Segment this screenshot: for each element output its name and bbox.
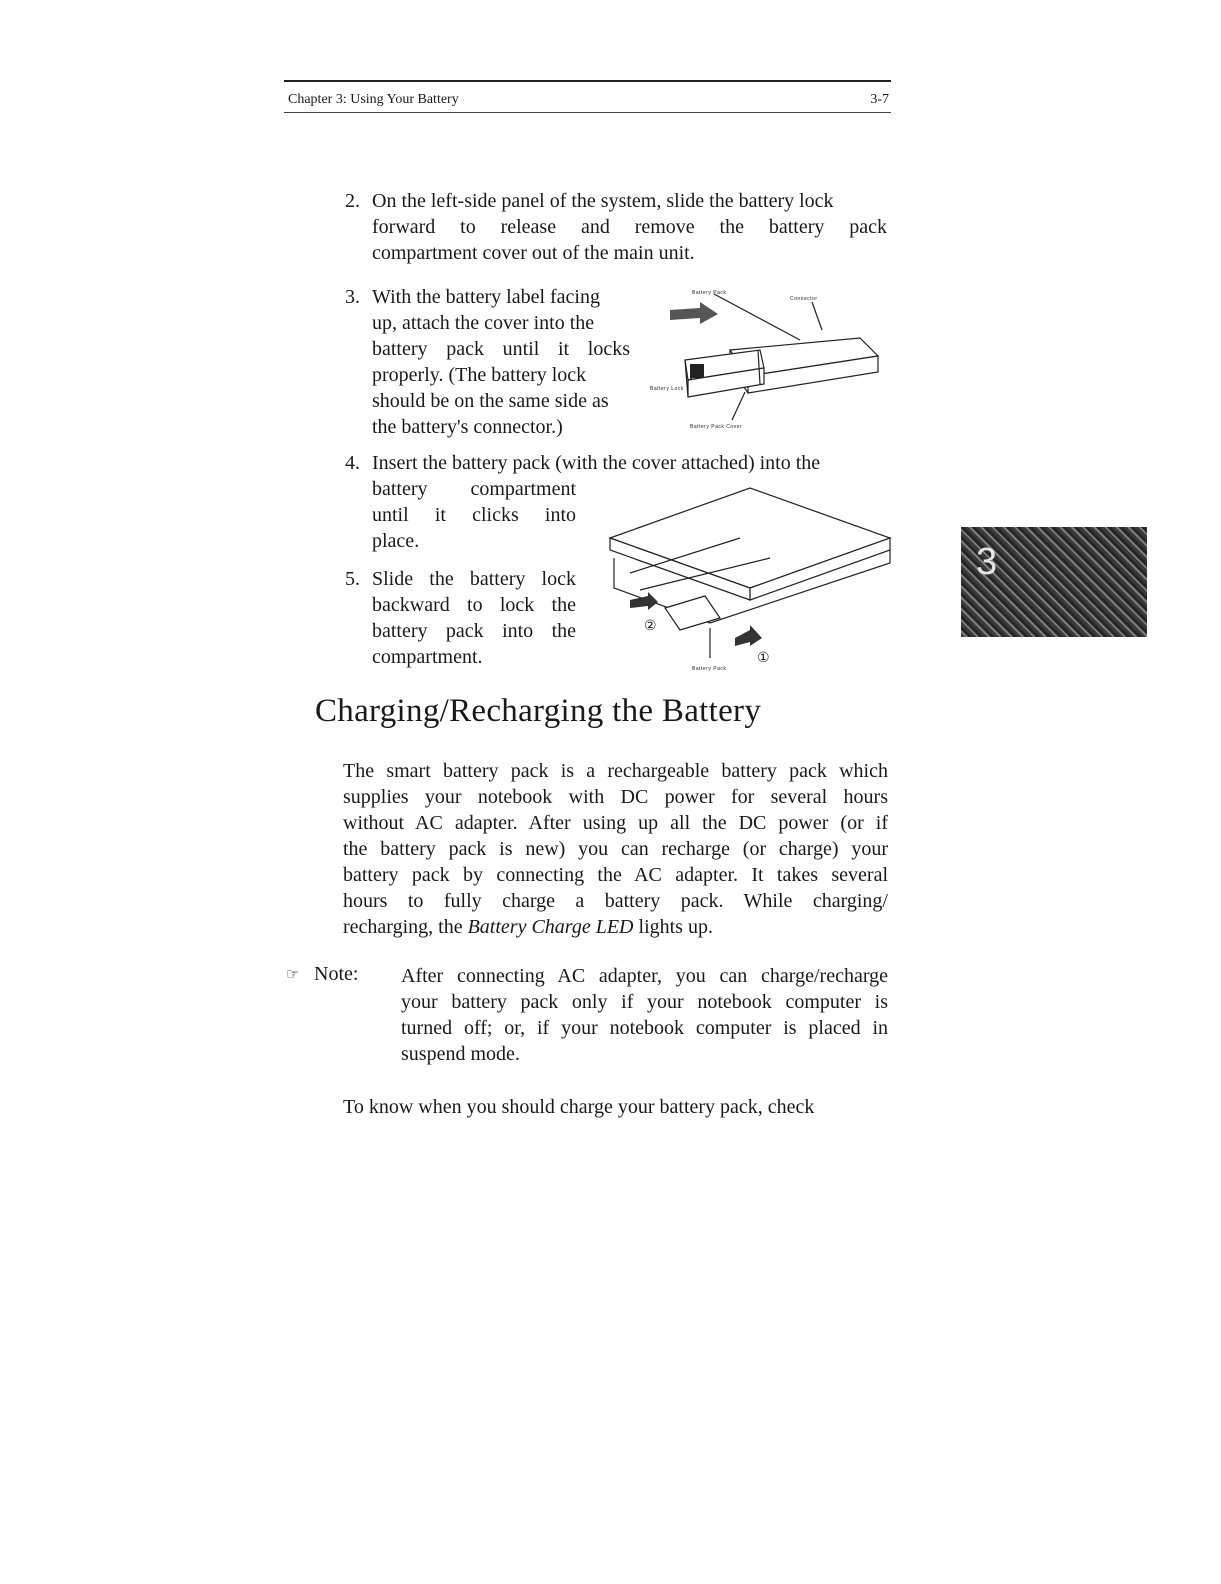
paragraph-line: supplies your notebook with DC power for several hours xyxy=(343,786,888,808)
paragraph-line: without AC adapter. After using up all the DC power (or if xyxy=(343,812,888,834)
right-arrow-icon xyxy=(735,625,762,646)
step-number: 2. xyxy=(345,190,360,212)
slide-arrow-icon xyxy=(670,302,718,324)
step-line: backward to lock the xyxy=(372,594,576,616)
step-line: battery pack into the xyxy=(372,620,576,642)
step-line: battery compartment xyxy=(372,478,576,500)
step-line: forward to release and remove the battery pack xyxy=(372,216,887,238)
led-name: Battery Charge LED xyxy=(467,916,634,938)
step-line: until it clicks into xyxy=(372,504,576,526)
chapter-tab xyxy=(961,527,1147,637)
step-line: compartment cover out of the main unit. xyxy=(372,242,695,264)
left-arrow-icon xyxy=(630,592,658,610)
continuation-line: To know when you should charge your battery pack, check xyxy=(343,1096,815,1118)
page-number: 3-7 xyxy=(870,92,889,107)
step-line: battery pack until it locks xyxy=(372,338,630,360)
note-label: Note: xyxy=(314,963,359,985)
step-marker: ② xyxy=(644,619,657,634)
battery-lock-icon xyxy=(690,364,704,378)
step-line: should be on the same side as xyxy=(372,390,609,412)
figure-label: Battery Pack Cover xyxy=(690,424,743,430)
step-line: up, attach the cover into the xyxy=(372,312,595,334)
note-line: After connecting AC adapter, you can charge/recharge xyxy=(401,965,888,987)
step-3 xyxy=(345,284,630,440)
section-paragraph xyxy=(343,758,888,940)
step-number: 5. xyxy=(345,568,360,590)
step-number: 3. xyxy=(345,286,360,308)
section-heading: Charging/Recharging the Battery xyxy=(315,693,762,729)
page-header xyxy=(284,80,891,113)
step-2 xyxy=(345,188,887,266)
step-line: the battery's connector.) xyxy=(372,416,563,438)
figure-label: Battery Pack xyxy=(692,290,727,296)
step-line: On the left-side panel of the system, slide the battery lock xyxy=(372,190,834,212)
figure-label: Connector xyxy=(790,296,818,302)
paragraph-line: the battery pack is new) you can recharge (or charge) your xyxy=(343,838,888,860)
step-5 xyxy=(345,566,576,670)
step-line: Insert the battery pack (with the cover attached) into the xyxy=(372,452,821,474)
figure-label: Battery Lock xyxy=(650,386,684,392)
chapter-tab-number: 3 xyxy=(976,541,998,583)
step-line: Slide the battery lock xyxy=(372,568,576,590)
notebook-battery-figure xyxy=(600,478,905,678)
figure-label: Battery Pack xyxy=(692,666,727,672)
note-line: suspend mode. xyxy=(401,1043,520,1065)
step-line: properly. (The battery lock xyxy=(372,364,587,386)
step-line: compartment. xyxy=(372,646,483,668)
note-text xyxy=(401,963,888,1067)
step-line: place. xyxy=(372,530,420,552)
note-line: your battery pack only if your notebook computer is xyxy=(401,991,888,1013)
battery-cover-figure xyxy=(640,280,900,440)
step-number: 4. xyxy=(345,452,360,474)
step-marker: ① xyxy=(757,651,770,666)
chapter-title: Chapter 3: Using Your Battery xyxy=(288,92,459,107)
step-line: With the battery label facing xyxy=(372,286,600,308)
paragraph-line: battery pack by connecting the AC adapter. It takes several xyxy=(343,864,888,886)
paragraph-line: recharging, the Battery Charge LED lights up. xyxy=(343,916,713,938)
paragraph-line: hours to fully charge a battery pack. While charging/ xyxy=(343,890,888,912)
paragraph-line: The smart battery pack is a rechargeable battery pack which xyxy=(343,760,888,782)
note-line: turned off; or, if your notebook computer is placed in xyxy=(401,1017,888,1039)
pointing-hand-icon: ☞ xyxy=(286,967,300,983)
